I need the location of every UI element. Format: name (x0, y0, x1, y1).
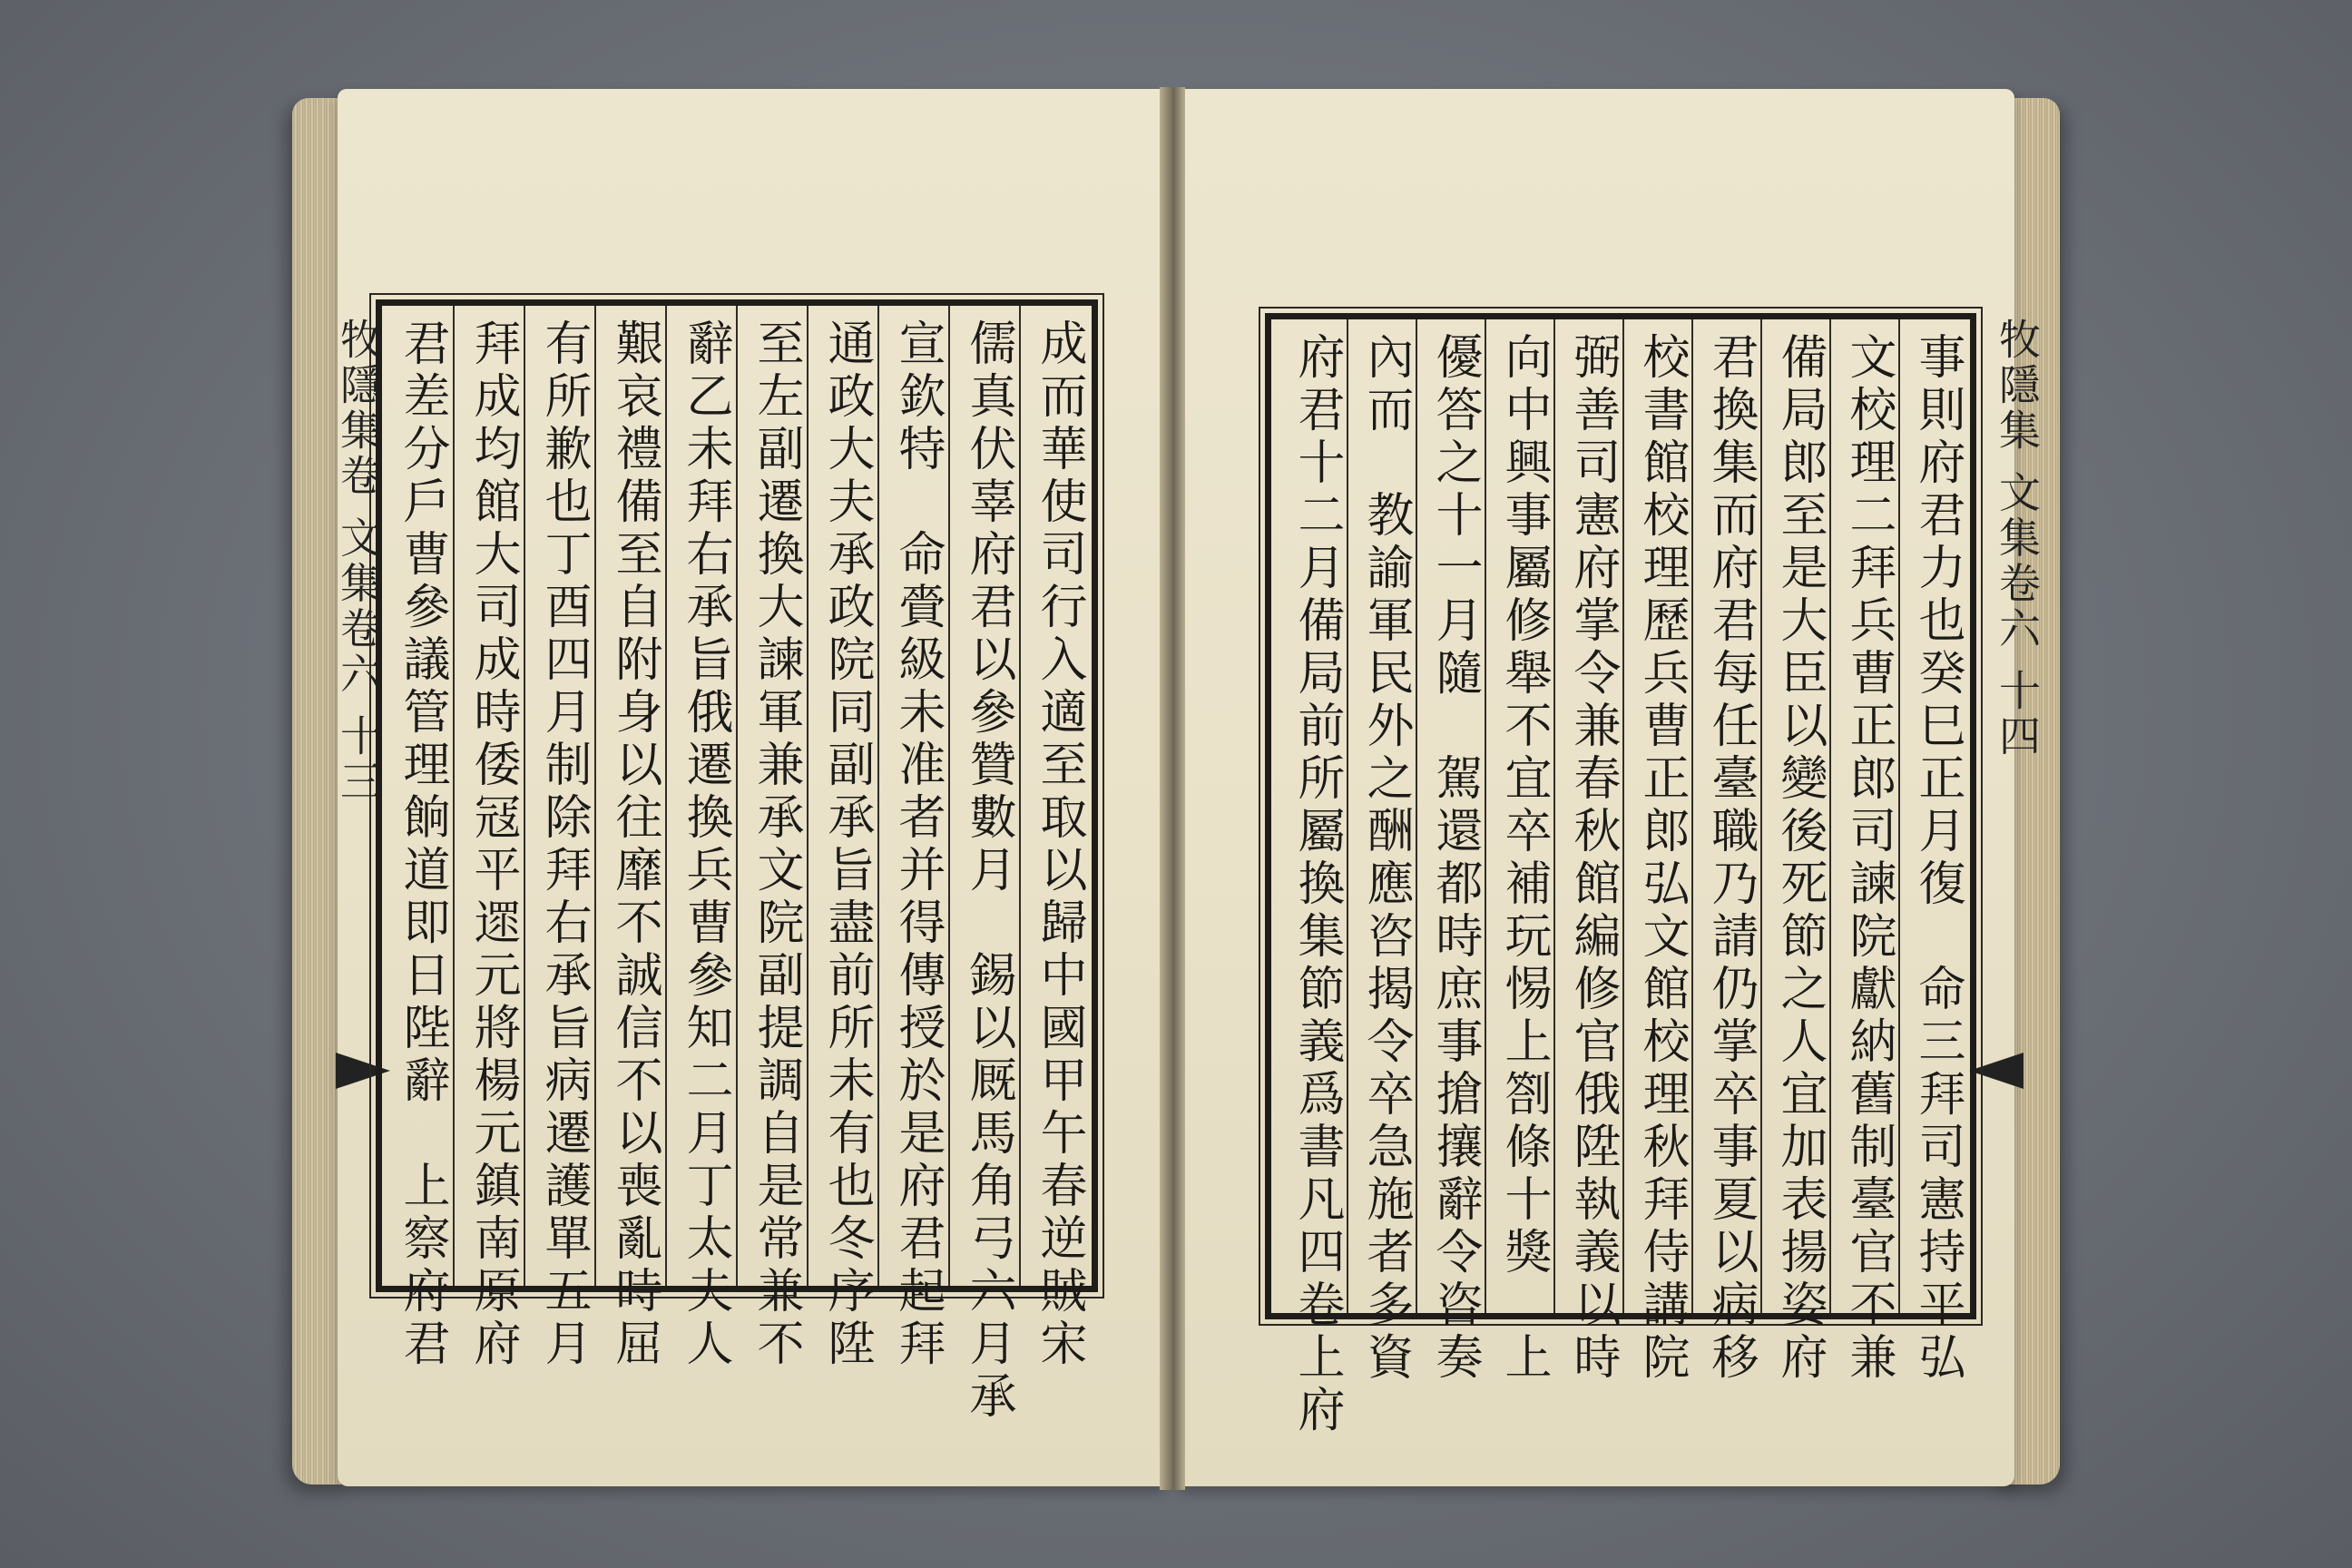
left-column-8: 有所歉也丁酉四月制除拜右承旨病遷護單五月 (536, 318, 591, 1371)
left-column-7: 艱哀禮備至自附身以往靡不誠信不以喪亂時屈 (607, 318, 662, 1371)
left-column-2: 儒真伏辜府君以參贊數月 錫以厩馬角弓六月承 (961, 318, 1015, 1424)
left-column-1: 成而華使司行入適至取以歸中國甲午春逆賊宋 (1032, 318, 1086, 1371)
column-rule (665, 306, 667, 1286)
right-column-5: 校書館校理歷兵曹正郎弘文館校理秋拜侍講院 (1634, 332, 1689, 1385)
right-margin-title: 牧隱集 文集卷六 十四 (1993, 318, 2042, 760)
right-column-7: 向中興事屬修舉不宜卒補玩惕上劄條十獎 上 (1496, 332, 1551, 1385)
right-fish-tail-mark-icon (1969, 1053, 2024, 1089)
column-rule (1898, 319, 1900, 1313)
column-rule (1019, 306, 1021, 1286)
right-column-8: 優答之十一月隨 駕還都時庶事搶攘辭令咨奏 (1427, 332, 1482, 1385)
column-rule (524, 306, 525, 1286)
left-column-5: 至左副遷換大諫軍兼承文院副提調自是常兼不 (749, 318, 803, 1371)
column-rule (1553, 319, 1555, 1313)
column-rule (594, 306, 596, 1286)
column-rule (1485, 319, 1486, 1313)
column-rule (877, 306, 879, 1286)
column-rule (807, 306, 808, 1286)
right-column-10: 府君十二月備局前所屬換集節義爲書凡四卷上府 (1289, 332, 1344, 1437)
right-text-frame (1265, 313, 1976, 1437)
right-column-2: 文校理二拜兵曹正郎司諫院獻納舊制臺官不兼 (1841, 332, 1896, 1385)
left-column-6: 辭乙未拜右承旨俄遷換兵曹參知二月丁太夫人 (678, 318, 732, 1371)
book-gutter (1160, 87, 1185, 1490)
column-rule (1691, 319, 1693, 1313)
column-rule (736, 306, 738, 1286)
column-rule (1622, 319, 1624, 1313)
column-rule (1760, 319, 1762, 1313)
left-column-3: 宣欽特 命賫級未准者并得傳授於是府君起拜 (890, 318, 945, 1371)
left-column-10: 君差分戶曹參議管理餉道即日陛辭 上察府君 (395, 318, 449, 1371)
column-rule (1347, 319, 1348, 1313)
left-text-frame (376, 299, 1098, 1424)
right-column-3: 備局郎至是大臣以變後死節之人宜加表揚姿府 (1772, 332, 1827, 1385)
column-rule (1416, 319, 1417, 1313)
right-column-6: 弼善司憲府掌令兼春秋館編修官俄陞執義以時 (1565, 332, 1620, 1385)
column-rule (453, 306, 455, 1286)
right-column-1: 事則府君力也癸巳正月復 命三拜司憲持平弘 (1910, 332, 1965, 1385)
left-column-4: 通政大夫承政院同副承旨盡前所未有也冬序陞 (819, 318, 874, 1371)
right-column-4: 君換集而府君每任臺職乃請仍掌卒事夏以病移 (1703, 332, 1758, 1385)
left-column-9: 拜成均館大司成時倭冦平遝元將楊元鎮南原府 (466, 318, 520, 1371)
right-column-9: 內而 教諭軍民外之酬應咨揭令卒急施者多資 (1358, 332, 1413, 1385)
column-rule (1829, 319, 1831, 1313)
column-rule (948, 306, 950, 1286)
left-margin-title: 牧隱集卷 文集卷六 十三 (334, 318, 383, 806)
